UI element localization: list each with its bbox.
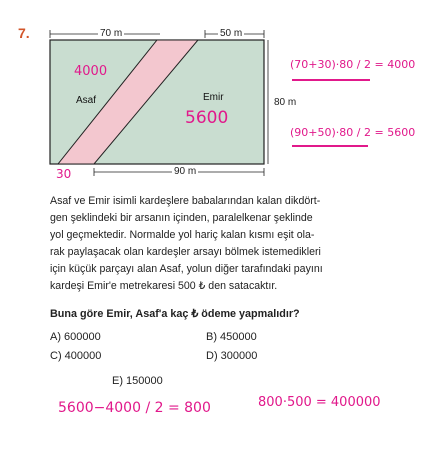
emir-field-label: Emir — [203, 92, 224, 103]
paragraph-line: rak paylaşacak olan kardeşler arsayı bölmek istemedikleri — [50, 246, 321, 258]
handwritten-asaf-area: 4000 — [74, 64, 108, 79]
handwritten-formula-1: (70+30)·80 / 2 = 4000 — [290, 58, 416, 71]
option-a[interactable]: A) 600000 — [50, 331, 101, 343]
handwritten-emir-area: 5600 — [185, 108, 229, 128]
side-length-label: 80 m — [274, 97, 297, 108]
option-d[interactable]: D) 300000 — [206, 350, 258, 362]
handwritten-formula-2: (90+50)·80 / 2 = 5600 — [290, 126, 416, 139]
handwritten-corner-value: 30 — [56, 167, 72, 181]
paragraph-line: için küçük parçayı alan Asaf, yolun diğer tarafındaki payını — [50, 263, 323, 275]
option-b[interactable]: B) 450000 — [206, 331, 257, 343]
option-e[interactable]: E) 150000 — [112, 375, 163, 387]
paragraph-line: gen şeklindeki bir arsanın içinden, paralelkenar şeklinde — [50, 212, 313, 224]
option-c[interactable]: C) 400000 — [50, 350, 102, 362]
paragraph-line: yol geçmektedir. Normalde yol hariç kalan kısmı eşit ola- — [50, 229, 315, 241]
question-prompt: Buna göre Emir, Asaf'a kaç ₺ ödeme yapmalıdır? — [50, 308, 300, 320]
bottom-width-label: 90 m — [174, 166, 197, 177]
handwritten-difference: 5600−4000 / 2 = 800 — [58, 400, 211, 416]
paragraph-line: Asaf ve Emir isimli kardeşlere babalarından kalan dikdört- — [50, 195, 321, 207]
question-number: 7. — [18, 25, 30, 41]
top-width-right-label: 50 m — [220, 28, 243, 39]
asaf-field-label: Asaf — [76, 95, 97, 106]
problem-paragraph — [50, 193, 382, 295]
top-width-left-label: 70 m — [100, 28, 123, 39]
paragraph-line: kardeşi Emir'e metrekaresi 500 ₺ den satacaktır. — [50, 280, 278, 292]
handwritten-payment: 800·500 = 400000 — [258, 395, 381, 410]
